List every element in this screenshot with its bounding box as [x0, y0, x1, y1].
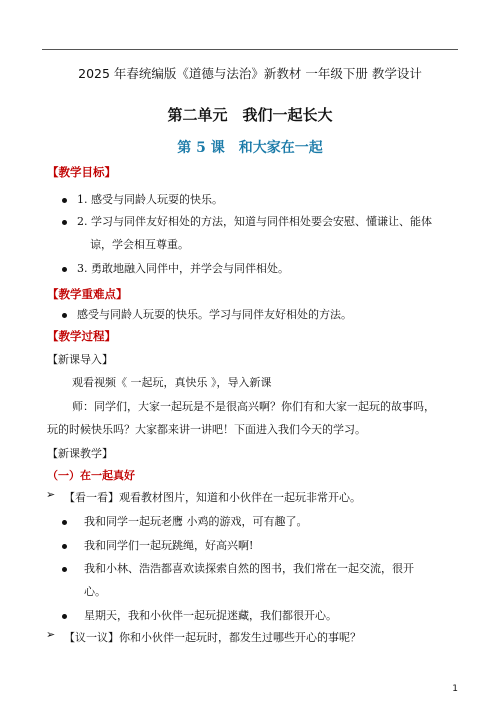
look-item: 星期天，我和小伙伴一起玩捉迷藏，我们都很开心。: [84, 609, 337, 622]
bullet-icon: [62, 567, 67, 572]
look-item: 我和同学们一起玩跳绳，好高兴啊!: [84, 539, 254, 552]
goal-item: 3. 勇敢地融入同伴中，并学会与同伴相处。: [77, 262, 289, 275]
bullet-icon: [62, 220, 67, 225]
key-points-heading: 【教学重难点】: [47, 287, 128, 301]
goal-item: 1. 感受与同龄人玩耍的快乐。: [77, 193, 223, 206]
lesson-title: 第 5 课 和大家在一起: [177, 140, 323, 156]
unit-title: 第二单元 我们一起长大: [167, 106, 333, 124]
process-heading: 【教学过程】: [47, 329, 116, 343]
key-point-item: 感受与同龄人玩耍的快乐。学习与同伴友好相处的方法。: [77, 308, 352, 321]
top-rule: [42, 49, 458, 50]
part1-heading: （一）在一起真好: [47, 469, 135, 482]
discuss-line: 【议一议】你和小伙伴一起玩时，都发生过哪些开心的事呢？: [64, 631, 361, 644]
bullet-icon: [62, 520, 67, 525]
bullet-icon: [62, 614, 67, 619]
goal-item: 2. 学习与同伴友好相处的方法，知道与同伴相处要会安慰、懂谦让、能体: [77, 215, 432, 228]
bullet-icon: [62, 544, 67, 549]
intro-heading: 【新课导入】: [47, 353, 113, 366]
arrow-bullet-icon: ➢: [46, 488, 56, 501]
look-item-continuation: 心。: [84, 585, 106, 598]
document-title: 2025 年春统编版《道德与法治》新教材 一年级下册 教学设计: [78, 66, 422, 81]
intro-line: 师：同学们，大家一起玩是不是很高兴啊？你们有和大家一起玩的故事吗，: [72, 400, 435, 413]
bullet-icon: [62, 313, 67, 318]
goal-item-continuation: 谅，学会相互尊重。: [90, 238, 189, 251]
page-number: 1: [452, 684, 458, 694]
look-item: 我和同学一起玩老鹰 小鸡的游戏，可有趣了。: [84, 515, 308, 528]
bullet-icon: [62, 198, 67, 203]
new-lesson-heading: 【新课教学】: [47, 447, 113, 460]
bullet-icon: [62, 267, 67, 272]
intro-line: 玩的时候快乐吗？大家都来讲一讲吧！下面进入我们今天的学习。: [47, 423, 366, 436]
goals-heading: 【教学目标】: [47, 165, 116, 179]
intro-line: 观看视频《 一起玩，真快乐 》，导入新课: [72, 376, 272, 389]
look-line: 【看一看】观看教材图片，知道和小伙伴在一起玩非常开心。: [64, 491, 361, 504]
arrow-bullet-icon: ➢: [46, 628, 56, 641]
look-item: 我和小林、浩浩都喜欢读探索自然的图书，我们常在一起交流，很开: [84, 562, 414, 575]
